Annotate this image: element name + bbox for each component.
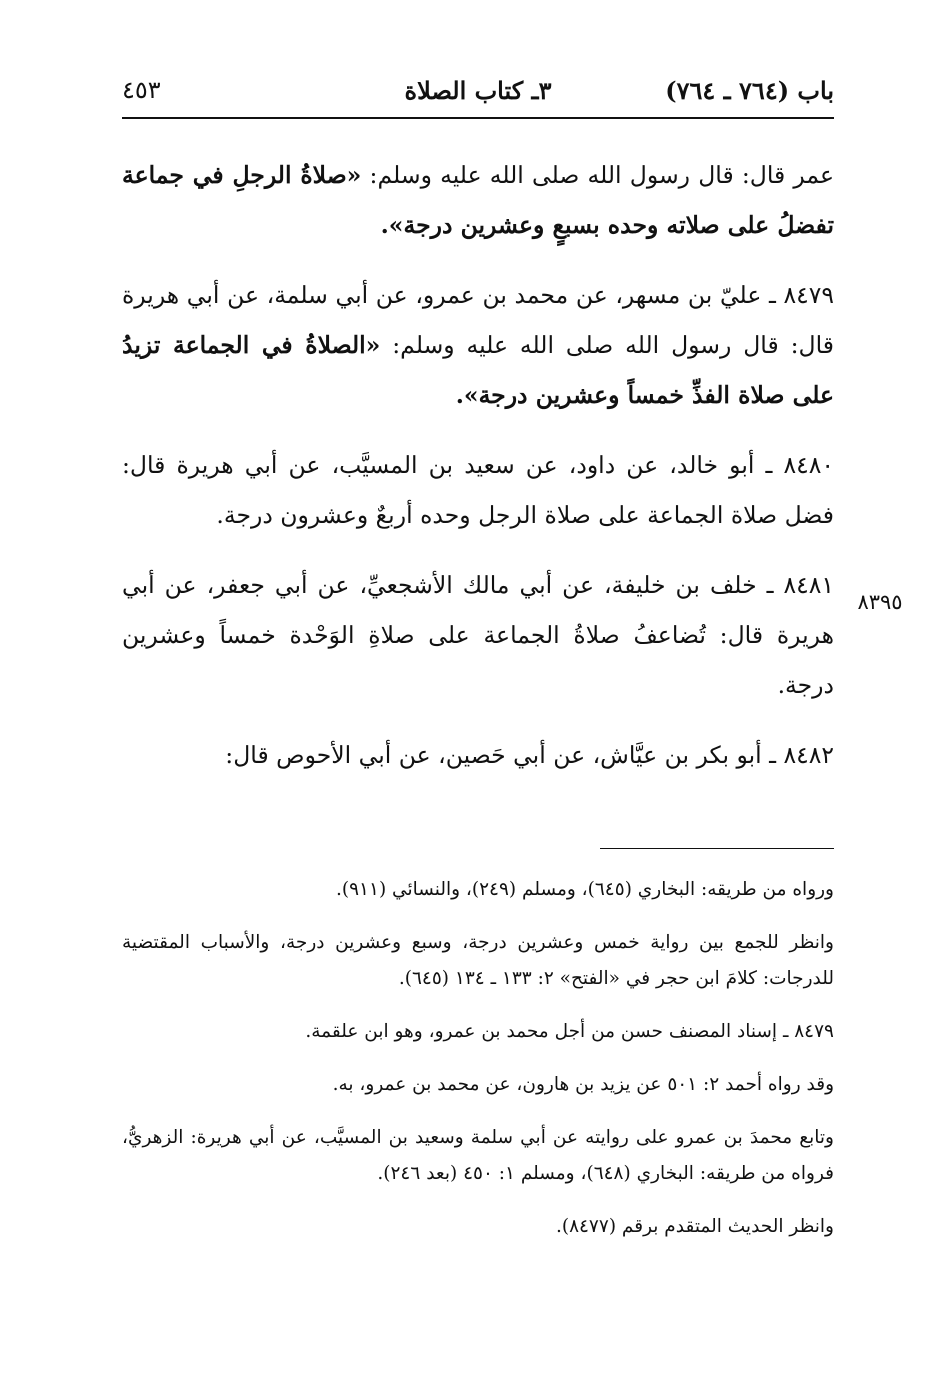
hadith-matn-bold: «الصلاةُ في الجماعة تزيدُ على صلاة الفذِّ خمساً وعشرين درجة». xyxy=(122,331,834,409)
hadith-text: ٨٤٨٢ ـ أبو بكر بن عيَّاش، عن أبي حَصين، عن أبي الأحوص قال: xyxy=(225,741,834,769)
footnote: ورواه من طريقه: البخاري (٦٤٥)، ومسلم (٢٤٩)، والنسائي (٩١١). xyxy=(336,879,834,900)
hadith-paragraph xyxy=(122,270,834,420)
footnotes xyxy=(122,872,834,1262)
book-title: ٣ـ كتاب الصلاة xyxy=(404,76,552,105)
footnote: وانظر الحديث المتقدم برقم (٨٤٧٧). xyxy=(555,1216,834,1237)
page-header xyxy=(122,74,834,112)
page-number: ٤٥٣ xyxy=(122,76,161,104)
hadith-text: ٨٤٧٩ ـ عليّ بن مسهر، عن محمد بن عمرو، عن أبي سلمة، عن أبي هريرة قال: قال رسول الله صلى الله عليه وسلم: xyxy=(122,281,834,359)
hadith-paragraph xyxy=(122,730,834,780)
footnote: وانظر للجمع بين رواية خمس وعشرين درجة، وسبع وعشرين درجة، والأسباب المقتضية للدرجات: كلامَ ابن حجر في «الفتح» ٢: ١٣٣ ـ ١٣٤ (٦٤٥). xyxy=(122,932,834,989)
footnote: وقد رواه أحمد ٢: ٥٠١ عن يزيد بن هارون، عن محمد بن عمرو، به. xyxy=(332,1074,834,1095)
footnote: وتابع محمدَ بن عمرو على روايته عن أبي سلمة وسعيد بن المسيَّب، عن أبي هريرة: الزهريُّ، فرواه من طريقه: البخاري (٦٤٨)، ومسلم ١: ٤٥٠ (بعد ٢٤٦). xyxy=(122,1127,834,1184)
hadith-text: ٨٤٨٠ ـ أبو خالد، عن داود، عن سعيد بن المسيَّب، عن أبي هريرة قال: فضل صلاة الجماعة على صلاة الرجل وحده أربعٌ وعشرون درجة. xyxy=(122,451,834,529)
main-text xyxy=(122,150,834,800)
hadith-paragraph xyxy=(122,560,834,710)
hadith-text: عمر قال: قال رسول الله صلى الله عليه وسلم: xyxy=(361,161,834,189)
hadith-text: ٨٤٨١ ـ خلف بن خليفة، عن أبي مالك الأشجعيِّ، عن أبي جعفر، عن أبي هريرة قال: تُضاعفُ صلاةُ الجماعة على صلاةِ الوَحْدة خمساً وعشرين درجة. xyxy=(122,571,834,699)
header-rule xyxy=(122,117,834,119)
margin-cross-reference-number: ٨٣٩٥ xyxy=(857,590,903,614)
hadith-matn-bold: «صلاةُ الرجلِ في جماعة تفضلُ على صلاته وحده بسبعٍ وعشرين درجة». xyxy=(122,161,834,239)
hadith-paragraph xyxy=(122,150,834,250)
footnote: ٨٤٧٩ ـ إسناد المصنف حسن من أجل محمد بن عمرو، وهو ابن علقمة. xyxy=(305,1021,834,1042)
footnote-separator xyxy=(600,848,834,849)
hadith-paragraph xyxy=(122,440,834,540)
chapter-heading: باب (٧٦٤ ـ ٧٦٤) xyxy=(665,76,834,105)
